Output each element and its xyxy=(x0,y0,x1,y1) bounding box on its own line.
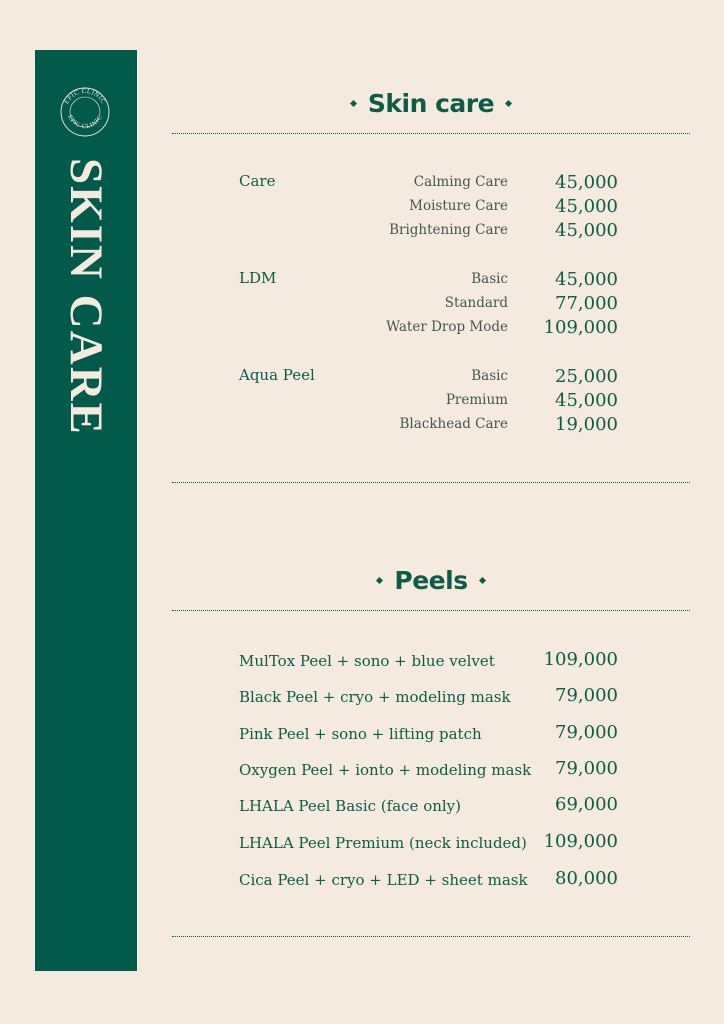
item-price: 19,000 xyxy=(555,414,618,435)
peel-name: MulTox Peel + sono + blue velvet xyxy=(239,652,495,670)
item-price: 77,000 xyxy=(555,293,618,314)
sidebar-title: SKIN CARE xyxy=(60,158,112,436)
diamond-icon xyxy=(350,99,357,106)
sidebar-banner xyxy=(35,50,137,971)
item-price: 45,000 xyxy=(555,269,618,290)
peel-name: Oxygen Peel + ionto + modeling mask xyxy=(239,761,532,779)
item-name: Basic xyxy=(471,368,508,384)
logo-text-bottom: EPIC CLINIC xyxy=(66,114,104,131)
item-price: 45,000 xyxy=(555,172,618,193)
peel-price: 109,000 xyxy=(543,649,618,670)
svg-text:EPIC CLINIC xyxy=(63,88,107,105)
group-label-ldm: LDM xyxy=(239,269,277,287)
clinic-logo-icon xyxy=(59,86,111,138)
item-price: 45,000 xyxy=(555,220,618,241)
skin-care-heading xyxy=(172,89,690,118)
diamond-icon xyxy=(479,576,486,583)
group-label-aqua-peel: Aqua Peel xyxy=(239,366,315,384)
peels-title: Peels xyxy=(394,566,468,595)
peel-price: 79,000 xyxy=(555,722,618,743)
logo-text-top: EPIC CLINIC xyxy=(63,87,107,106)
item-name: Calming Care xyxy=(413,174,508,190)
peel-name: Cica Peel + cryo + LED + sheet mask xyxy=(239,871,528,889)
peel-price: 79,000 xyxy=(555,758,618,779)
divider xyxy=(172,610,690,611)
peel-price: 109,000 xyxy=(543,831,618,852)
item-name: Water Drop Mode xyxy=(386,319,508,335)
peel-name: Black Peel + cryo + modeling mask xyxy=(239,688,511,706)
peels-heading xyxy=(172,566,690,595)
item-name: Basic xyxy=(471,271,508,287)
diamond-icon xyxy=(376,576,383,583)
item-name: Premium xyxy=(445,392,508,408)
peel-name: LHALA Peel Basic (face only) xyxy=(239,797,462,815)
item-name: Standard xyxy=(444,295,508,311)
item-price: 25,000 xyxy=(555,366,618,387)
divider xyxy=(172,936,690,937)
divider xyxy=(172,133,690,134)
peel-name: LHALA Peel Premium (neck included) xyxy=(239,834,527,852)
item-price: 109,000 xyxy=(543,317,618,338)
peel-name: Pink Peel + sono + lifting patch xyxy=(239,725,482,743)
diamond-icon xyxy=(505,99,512,106)
skin-care-title: Skin care xyxy=(367,89,495,118)
divider xyxy=(172,482,690,483)
svg-text:EPIC CLINIC xyxy=(66,114,104,130)
item-name: Blackhead Care xyxy=(399,416,508,432)
item-price: 45,000 xyxy=(555,196,618,217)
item-price: 45,000 xyxy=(555,390,618,411)
group-label-care: Care xyxy=(239,172,276,190)
peel-price: 69,000 xyxy=(555,794,618,815)
item-name: Brightening Care xyxy=(389,222,508,238)
peel-price: 80,000 xyxy=(555,868,618,889)
peel-price: 79,000 xyxy=(555,685,618,706)
item-name: Moisture Care xyxy=(409,198,508,214)
